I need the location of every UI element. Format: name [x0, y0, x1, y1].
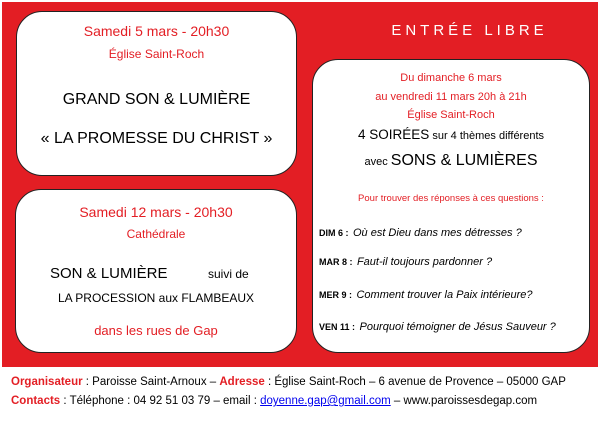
- event3-soirees: [313, 127, 589, 142]
- event-box-samedi-5: [16, 11, 297, 176]
- question-row: [319, 317, 556, 335]
- question-text: Faut-il toujours pardonner ?: [356, 256, 493, 268]
- footer-contacts-line: [11, 395, 537, 407]
- event2-location: dans les rues de Gap: [94, 323, 218, 338]
- footer-website: – www.paroissesdegap.com: [390, 395, 538, 407]
- event3-sons: [313, 152, 589, 170]
- question-day: MER 9 :: [319, 290, 353, 300]
- footer-addr-value: : Église Saint-Roch – 6 avenue de Provence – 05000 GAP: [264, 376, 566, 388]
- footer-organizer-line: [11, 376, 566, 388]
- event3-place: Église Saint-Roch: [407, 109, 495, 121]
- question-text: Comment trouver la Paix intérieure?: [356, 289, 533, 301]
- question-text: Où est Dieu dans mes détresses ?: [352, 227, 522, 239]
- footer-contacts-value: : Téléphone : 04 92 51 03 79 – email :: [60, 395, 261, 407]
- event2-suivi: suivi de: [208, 267, 249, 281]
- question-day: DIM 6 :: [319, 228, 349, 238]
- event2-date: Samedi 12 mars - 20h30: [79, 204, 233, 220]
- question-row: [319, 223, 522, 241]
- event2-place: Cathédrale: [126, 227, 186, 241]
- event1-subtitle: « LA PROMESSE DU CHRIST »: [40, 130, 273, 147]
- event-box-soirees: [312, 59, 590, 353]
- footer-org-value: : Paroisse Saint-Arnoux –: [82, 376, 220, 388]
- event3-dates-line2: au vendredi 11 mars 20h à 21h: [375, 91, 527, 103]
- event1-date: Samedi 5 mars - 20h30: [83, 23, 230, 39]
- question-day: VEN 11 :: [319, 322, 356, 332]
- question-row: [319, 252, 492, 270]
- event3-sons-title: SONS & LUMIÈRES: [390, 152, 538, 169]
- event1-place: Église Saint-Roch: [108, 47, 205, 61]
- question-day: MAR 8 :: [319, 257, 353, 267]
- event2-procession: LA PROCESSION aux FLAMBEAUX: [57, 291, 255, 305]
- email-link[interactable]: doyenne.gap@gmail.com: [260, 395, 391, 407]
- question-row: [319, 285, 533, 303]
- event3-intro: Pour trouver des réponses à ces questions :: [358, 193, 544, 204]
- event3-soirees-rest: sur 4 thèmes différents: [432, 130, 545, 142]
- footer-contacts-label: Contacts: [11, 395, 61, 407]
- event2-title: SON & LUMIÈRE: [50, 265, 168, 282]
- question-text: Pourquoi témoigner de Jésus Sauveur ?: [359, 321, 556, 333]
- event-box-samedi-12: [15, 189, 297, 353]
- event1-title: GRAND SON & LUMIÈRE: [62, 91, 251, 108]
- event3-avec: avec: [364, 156, 388, 168]
- entree-libre-heading: ENTRÉE LIBRE: [391, 22, 548, 39]
- event3-dates-line1: Du dimanche 6 mars: [400, 72, 502, 84]
- footer-addr-label: Adresse: [219, 376, 265, 388]
- event3-soirees-bold: 4 SOIRÉES: [357, 127, 430, 142]
- footer-org-label: Organisateur: [11, 376, 83, 388]
